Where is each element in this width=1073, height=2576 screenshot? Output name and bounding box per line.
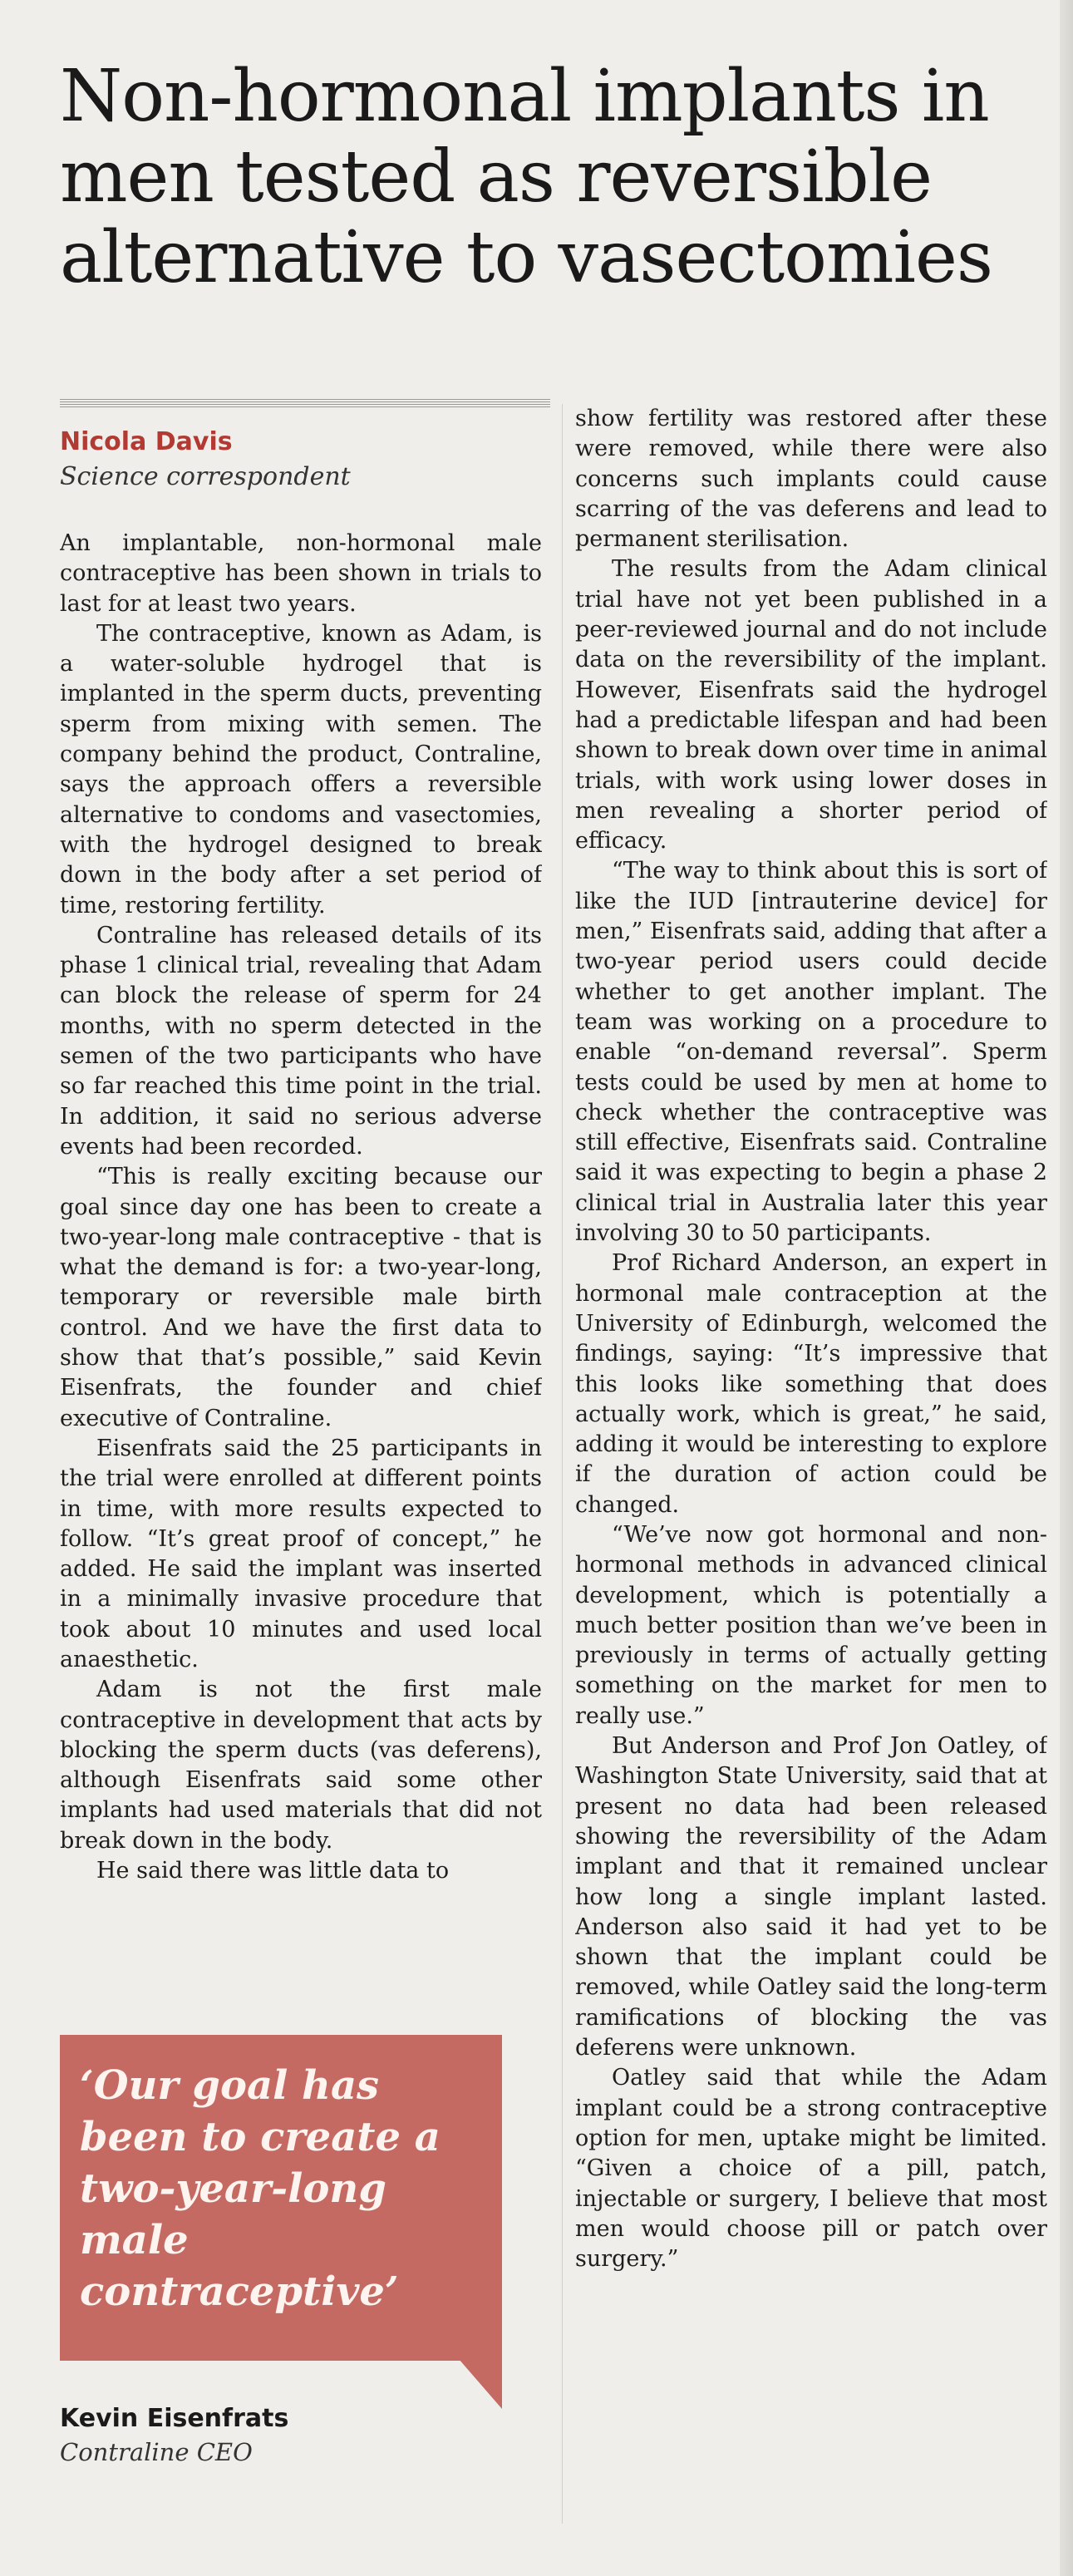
paragraph: Contraline has released details of its phase 1 clinical trial, revealing that Adam can block the release of sperm for 24 months, with no sperm detected in the semen of the two participants who have so far reached this time point in the trial. In addition, it said no serious adverse events had been recorded. [60,922,542,1160]
pull-quote-author: Kevin Eisenfrats [60,2404,289,2433]
pull-quote-text: ‘Our goal has been to create a two-year-long male contraceptive’ [80,2062,441,2315]
byline-rule [60,399,550,409]
author-name: Nicola Davis [60,427,233,456]
headline-line: men tested as reversible [60,135,933,219]
paragraph: Adam is not the first male contraceptive in development that acts by blocking the sperm ducts (vas deferens), although Eisenfrats said some other implants had used materials that did not break down in the body. [60,1677,542,1854]
paragraph: Oatley said that while the Adam implant could be a strong contraceptive option for men, uptake might be limited. “Given a choice of a pill, patch, injectable or surgery, I believe that most men would choose pill or patch over surgery.” [575,2065,1047,2273]
paragraph: The contraceptive, known as Adam, is a water-soluble hydrogel that is implanted in the sperm ducts, preventing sperm from mixing with semen. The company behind the product, Contraline, says the approach offers a reversible alternative to condoms and vasectomies, with the hydrogel designed to break down in the body after a set period of time, restoring fertility. [60,620,542,919]
headline-line: Non-hormonal implants in [60,55,989,138]
paragraph: “We’ve now got hormonal and non-hormonal methods in advanced clinical development, which is potentially a much better position than we’ve been in previously in terms of actually getting something on the market for men to really use.” [575,1521,1047,1729]
paragraph: He said there was little data to [96,1858,450,1884]
pull-quote-tail [459,2359,502,2409]
paragraph: The results from the Adam clinical trial have not yet been published in a peer-reviewed journal and do not include data on the reversibility of the implant. However, Eisenfrats said the hydrogel had a predictable lifespan and had been shown to break down over time in animal trials, with work using lower doses in men revealing a shorter period of efficacy. [575,556,1047,855]
headline [60,57,1057,298]
paragraph: “This is really exciting because our goal since day one has been to create a two-year-long male contraceptive - that is what the demand is for: a two-year-long, temporary or reversible male birth control. And we have the first data to show that that’s possible,” said Kevin Eisenfrats, the founder and chief executive of Contraline. [60,1164,542,1431]
paragraph: Eisenfrats said the 25 participants in the trial were enrolled at different points in time, with more results expected to follow. “It’s great proof of concept,” he added. He said the implant was inserted in a minimally invasive procedure that took about 10 minutes and used local anaesthetic. [60,1435,542,1672]
paragraph: Prof Richard Anderson, an expert in hormonal male contraception at the University of Edinburgh, welcomed the findings, saying: “It’s impressive that this looks like something that does actually work, which is great,” he said, adding it would be interesting to explore if the duration of action could be changed. [575,1250,1047,1518]
author-role: Science correspondent [60,462,351,491]
paragraph: An implantable, non-hormonal male contraceptive has been shown in trials to last for at least two years. [60,530,542,617]
article-column-left [60,529,542,2025]
page-edge [1060,0,1073,2576]
pull-quote-author-role: Contraline CEO [60,2438,253,2466]
column-divider [562,404,563,2524]
paragraph: “The way to think about this is sort of like the IUD [intrauterine device] for men,” Eisenfrats said, adding that after a two-year period users could decide whether to get another implant. The team was working on a procedure to enable “on-demand reversal”. Sperm tests could be used by men at home to check whether the contraceptive was still effective, Eisenfrats said. Contraline said it was expecting to begin a phase 2 clinical trial in Australia later this year involving 30 to 50 participants. [575,858,1047,1247]
byline [60,426,550,495]
paragraph: show fertility was restored after these were removed, while there were also concerns such implants could cause scarring of the vas deferens and lead to permanent sterilisation. [575,406,1047,553]
article-column-right [575,404,1047,2532]
headline-line: alternative to vasectomies [60,216,993,299]
pull-quote-attribution [60,2402,525,2469]
paragraph: But Anderson and Prof Jon Oatley, of Washington State University, said that at present no data had been released showing the reversibility of the Adam implant and that it remained unclear how long a single implant lasted. Anderson also said it had yet to be shown that the implant could be removed, while Oatley said the long-term ramifications of blocking the vas deferens were unknown. [575,1733,1047,2061]
